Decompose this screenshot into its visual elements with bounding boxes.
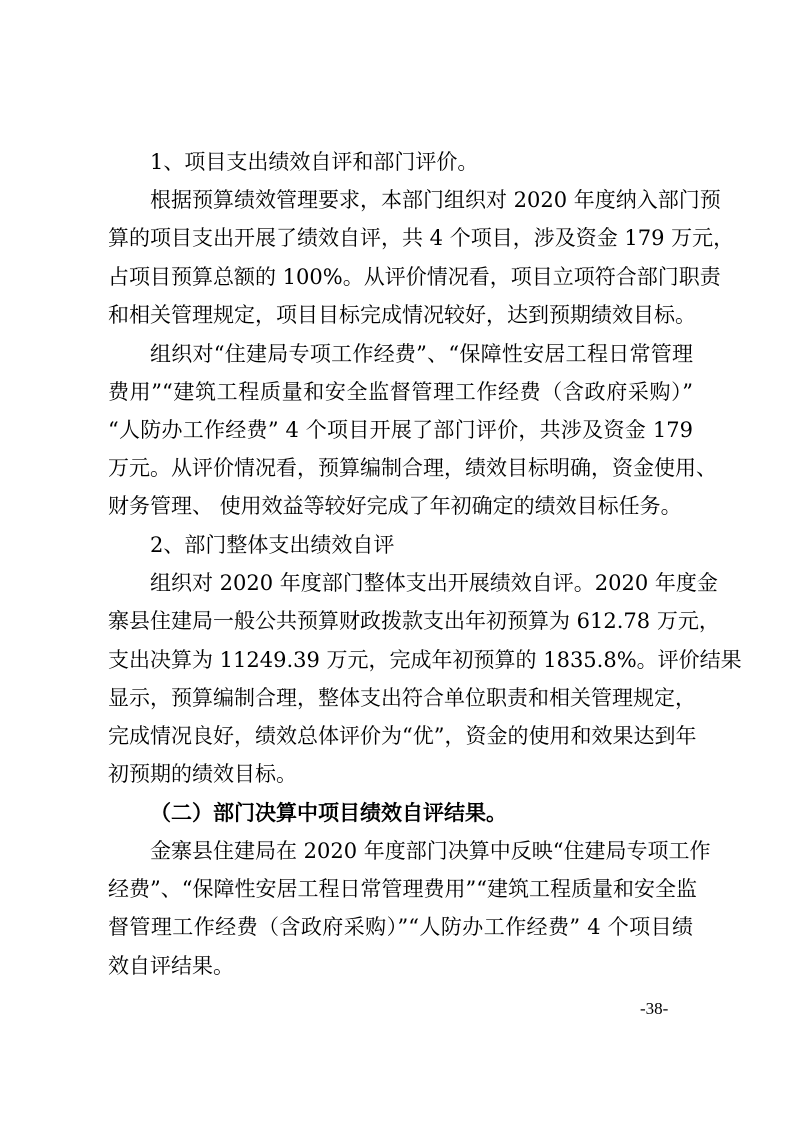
paragraph-line: 支出决算为 11249.39 万元，完成年初预算的 1835.8%。评价结果 [108,648,742,672]
page-number: -38- [640,999,669,1018]
section-heading: （二）部门决算中项目绩效自评结果。 [150,800,507,825]
paragraph-line: 完成情况良好，绩效总体评价为“优”，资金的使用和效果达到年 [108,724,697,748]
paragraph-line: 费用”“建筑工程质量和安全监督管理工作经费（含政府采购）” [108,380,693,404]
paragraph-line: “人防办工作经费” 4 个项目开展了部门评价，共涉及资金 179 [108,418,693,442]
paragraph-line: 寨县住建局一般公共预算财政拨款支出年初预算为 612.78 万元， [108,609,720,633]
paragraph-line: 金寨县住建局在 2020 年度部门决算中反映“住建局专项工作 [150,839,711,863]
paragraph-line: 督管理工作经费（含政府采购）”“人防办工作经费” 4 个项目绩 [108,915,693,939]
paragraph-line: 和相关管理规定，项目目标完成情况较好，达到预期绩效目标。 [108,303,696,327]
paragraph-line: 组织对 2020 年度部门整体支出开展绩效自评。2020 年度金 [150,571,718,595]
paragraph-line: 财务管理、 使用效益等较好完成了年初确定的绩效目标任务。 [108,494,682,518]
paragraph-line: 组织对“住建局专项工作经费”、“保障性安居工程日常管理 [150,342,693,366]
paragraph-line: 效自评结果。 [108,954,234,978]
paragraph-line: 初预期的绩效目标。 [108,762,297,786]
heading-project-evaluation: 1、项目支出绩效自评和部门评价。 [150,150,479,174]
paragraph-line: 显示，预算编制合理，整体支出符合单位职责和相关管理规定， [108,686,696,710]
paragraph-line: 万元。从评价情况看，预算编制合理，绩效目标明确，资金使用、 [108,456,717,480]
paragraph-line: 占项目预算总额的 100%。从评价情况看，项目立项符合部门职责 [108,265,721,289]
paragraph-line: 根据预算绩效管理要求，本部门组织对 2020 年度纳入部门预 [150,188,721,212]
paragraph-line: 算的项目支出开展了绩效自评，共 4 个项目，涉及资金 179 万元， [108,226,735,250]
paragraph-line: 经费”、“保障性安居工程日常管理费用”“建筑工程质量和安全监 [108,877,697,901]
heading-overall-evaluation: 2、部门整体支出绩效自评 [150,533,395,557]
